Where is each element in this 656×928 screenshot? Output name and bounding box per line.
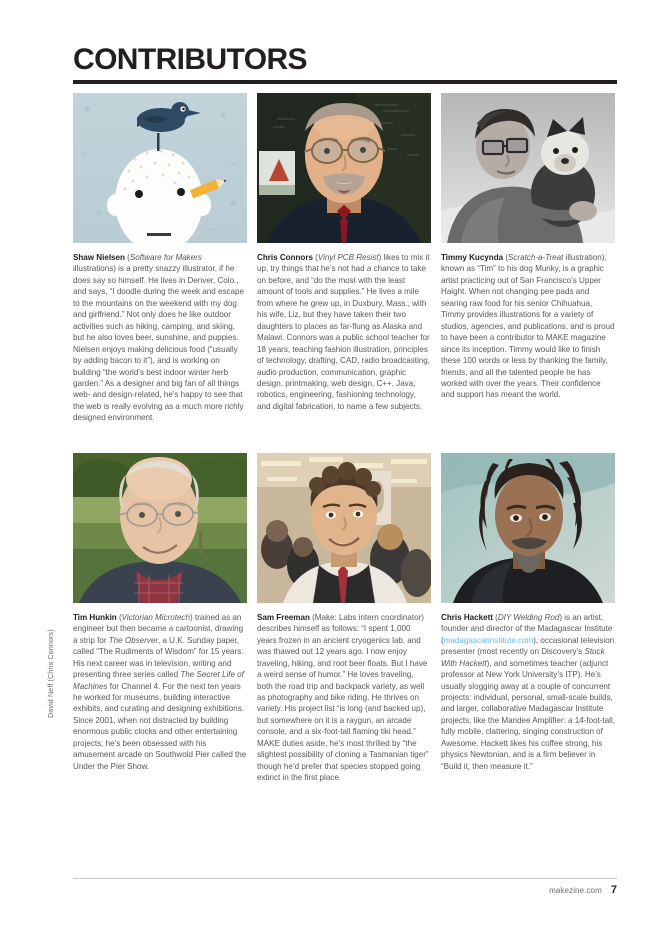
bio-italic-title: Scratch-a-Treat <box>508 253 564 262</box>
bio-part-4: ), and sometimes teacher (adjunct professor at New York University’s ITP). He’s usually slogging away at a couple of concurrent projects: individual, personal, small-scale builds, and larger, collaborative Madagascar Institute projects, like the Mandee Amplifier: a 14-foot-tall, fully mobile, clattering, singing construction of Awesome. Hackett likes his coffee strong, his physics Newtonian, and is a firm believer in “Build it, then measure it.” <box>441 658 615 771</box>
page-header <box>73 44 617 84</box>
photo-credit: David Neff (Chris Connors) <box>46 629 55 718</box>
bio-part-1: ( <box>124 253 130 262</box>
bio-part-2: ) is an artist, founder and director of the Madagascar Institute ( <box>441 612 613 645</box>
contributor-bio <box>441 252 615 401</box>
bio-italic-title: Software for Makers <box>129 253 202 262</box>
contributor-name: Sam Freeman <box>257 612 310 622</box>
contributors-row-bottom <box>73 453 617 784</box>
tim-hunkin-portrait <box>73 453 247 603</box>
sam-freeman-portrait <box>257 453 431 603</box>
timmy-kucynda-portrait <box>441 93 615 243</box>
madagascar-institute-link[interactable]: madagascarinstitute.com <box>443 635 534 645</box>
contributor-bio <box>73 612 247 772</box>
bio-italic-title: Vinyl PCB Resist <box>317 253 379 262</box>
bio-part-1: ( <box>503 253 509 262</box>
title-divider <box>73 80 617 84</box>
chris-connors-portrait <box>257 93 431 243</box>
contributors-row-top <box>73 93 617 424</box>
bio-part-1: ( <box>492 612 498 622</box>
bio-part-3: , a U.K. Sunday paper, called “The Rudiments of Wisdom” for 15 years. His next career was in television, writing and presenting three series called <box>73 635 244 680</box>
contributor-card-tim-hunkin <box>73 453 247 784</box>
contributor-name: Tim Hunkin <box>73 612 117 622</box>
page-footer <box>73 884 617 896</box>
contributor-bio <box>73 252 247 424</box>
bio-part-2: illustration), known as “Tim” to his dog Munky, is a graphic artist practicing out of San Francisco’s Upper Haight. When not changing pee pads and searing raw food for his senior Chihuahua, Timmy provides illustrations for a variety of studios, agencies, and publications, and is proud to have been a contributor to MAKE magazine since its inception. Timmy would like to finish these 100 words or less by thanking the family, friends, and all the talented people he has worked with over the years. Their confidence and support has meant the world. <box>441 253 615 400</box>
bio-part-2: illustrations) is a pretty snazzy illustrator, if he does say so himself. He lives in Denver, Colo., and says, “I doodle during the week and escape to the mountains on the weekend with my dog and girlfriend.” Not only does he like outdoor activities such as hiking, camping, and skiing, but he also loves beer, sunshine, and puppies. Nielsen enjoys making delicious food (“usually by adding bacon to it”), and is working on building “the world’s best indoor winter herb garden.” As a designer and big fan of all things web- and design-related, he’s happy to see that the web is really evolving as a much more richly designed environment. <box>73 264 244 423</box>
bio-part-1: ( <box>312 253 318 262</box>
bio-part-3: ), occasional television presenter (most recently on Discovery’s <box>441 635 615 657</box>
bio-part-2: ) likes to mix it up, try things that he’s not had a chance to take on before, and “do the most with the least amount of tools and supplies.” He lives a mile from where he grew up, in Duxbury, Mass., with his wife, Liz, but they have taken their two daughters to places as far-flung as Alaska and Malawi. Connors was a public school teacher for 18 years, teaching fashion illustration, principles of technology, drafting, CAD, radio broadcasting, audio production, communication, graphic design, printmaking, web design, C++, Java, robotics, engineering, fashioning technology, and digital fabrication, to name a few subjects. <box>257 253 430 411</box>
contributor-name: Shaw Nielsen <box>73 253 125 262</box>
contributor-card-chris-connors <box>257 93 431 424</box>
bio-italic-title-3: The Secret Life of Machines <box>73 670 244 691</box>
contributors-grid <box>73 93 617 784</box>
footer-page-number: 7 <box>610 884 617 896</box>
footer-website: makezine.com <box>549 886 602 895</box>
bio-part-2: ) trained as an engineer but then became a cartoonist, drawing a strip for <box>73 612 244 645</box>
chris-hackett-portrait <box>441 453 615 603</box>
page-title: CONTRIBUTORS <box>73 43 307 76</box>
bio-italic-title-2: The Observer <box>108 635 158 645</box>
contributor-name: Chris Hackett <box>441 612 493 622</box>
contributor-card-chris-hackett <box>441 453 615 784</box>
contributor-bio <box>257 612 431 784</box>
bio-part-1: ( <box>116 612 122 622</box>
bio-italic-title-2: Stuck With Hackett <box>441 647 605 668</box>
contributor-card-timmy-kucynda <box>441 93 615 424</box>
footer-divider <box>73 878 617 879</box>
shaw-nielsen-illustration <box>73 93 247 243</box>
bio-part-1: (Make: Labs intern coordinator) describes himself as follows: “I spent 1,000 years frozen in an ancient cryogenics lab, and was thawed out 12 years ago. I now enjoy traveling, hiking, and root beer floats. But I have a weird sense of humor.” He loves traveling, both the road trip and backpack variety, as well as photography and bike riding. He thrives on variety. His project list “is long (and backed up), but somewhere on it is a raygun, an arcade console, and a six-foot-tall flaming tiki head.” MAKE duties aside, he’s most thrilled by “the slightest possibility of cloning a Tasmanian tiger” though he’d prefer that species stopped going extinct in the first place. <box>257 612 429 783</box>
contributor-name: Timmy Kucynda <box>441 253 504 262</box>
bio-italic-title: Victorian Microtech <box>121 612 190 622</box>
bio-italic-title: DIY Welding Rod <box>497 612 560 622</box>
contributor-card-shaw-nielsen <box>73 93 247 424</box>
contributor-name: Chris Connors <box>257 253 313 262</box>
contributor-bio <box>441 612 615 772</box>
bio-part-4: for Channel 4. For the next ten years he worked for museums, building interactive exhibits, and curating and designing exhibitions. Since 2001, when not distracted by building enormous public clocks and other entertaining projects, he’s been obsessed with his amusement arcade on Southwold Pier called the Under the Pier Show. <box>73 681 247 771</box>
contributor-bio <box>257 252 431 412</box>
contributor-card-sam-freeman <box>257 453 431 784</box>
